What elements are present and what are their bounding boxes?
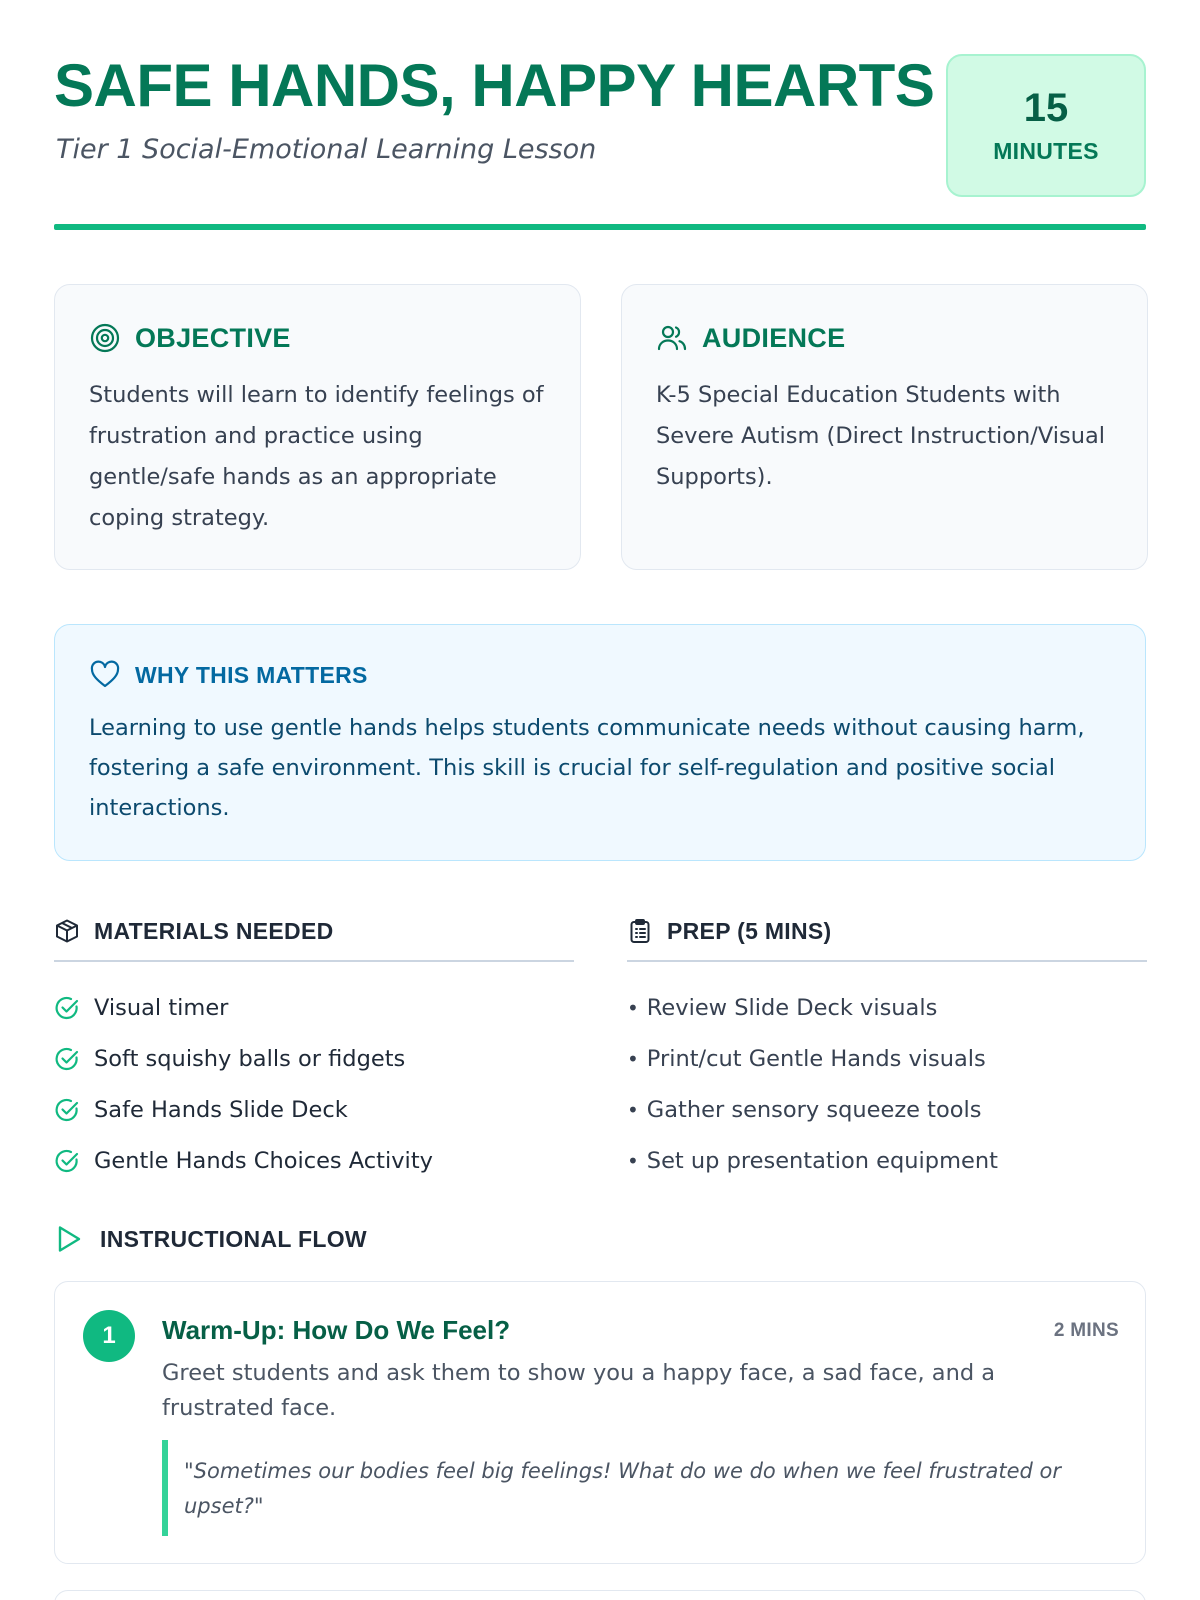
list-item xyxy=(627,982,1147,1033)
objective-card xyxy=(54,284,581,570)
audience-title: AUDIENCE xyxy=(702,322,846,353)
materials-section xyxy=(54,914,574,1186)
heart-icon xyxy=(89,659,121,691)
bullet-icon: • xyxy=(627,1097,639,1122)
duration-unit: MINUTES xyxy=(993,138,1099,164)
prep-list xyxy=(627,982,1147,1186)
materials-list xyxy=(54,982,574,1186)
prep-label: Set up presentation equipment xyxy=(646,1147,998,1174)
prep-section xyxy=(627,914,1147,1186)
objective-title: OBJECTIVE xyxy=(135,322,291,353)
material-label: Gentle Hands Choices Activity xyxy=(94,1147,433,1174)
target-icon xyxy=(89,322,121,354)
step-title: Warm-Up: How Do We Feel? xyxy=(162,1315,511,1345)
bullet-icon: • xyxy=(627,1046,639,1071)
users-icon xyxy=(656,322,688,354)
step-duration: 2 MINS xyxy=(1053,1320,1119,1341)
step-number-badge: 1 xyxy=(83,1310,135,1362)
flow-step-card-next xyxy=(54,1590,1146,1600)
list-item xyxy=(54,1135,574,1186)
material-label: Soft squishy balls or fidgets xyxy=(94,1045,406,1072)
clipboard-icon xyxy=(627,918,653,944)
instructional-flow-header xyxy=(54,1222,367,1256)
check-circle-icon xyxy=(54,1097,80,1123)
list-item xyxy=(627,1033,1147,1084)
why-title: WHY THIS MATTERS xyxy=(135,661,368,688)
step-script-quote: "Sometimes our bodies feel big feelings! What do we do when we feel frustrated or upset?" xyxy=(162,1440,1112,1536)
duration-value: 15 xyxy=(1023,86,1069,130)
check-circle-icon xyxy=(54,1046,80,1072)
lesson-header xyxy=(54,54,1146,230)
instructional-flow-title: INSTRUCTIONAL FLOW xyxy=(100,1225,367,1252)
why-this-matters-panel xyxy=(54,624,1146,861)
flow-step-card xyxy=(54,1281,1146,1564)
material-label: Safe Hands Slide Deck xyxy=(94,1096,348,1123)
play-icon xyxy=(54,1224,84,1254)
why-text: Learning to use gentle hands helps students communicate needs without causing harm, fostering a safe environment. This skill is crucial for self-regulation and positive social interactions. xyxy=(89,715,1085,821)
list-item xyxy=(54,1084,574,1135)
bullet-icon: • xyxy=(627,995,639,1020)
prep-label: Print/cut Gentle Hands visuals xyxy=(646,1045,986,1072)
prep-title: PREP (5 MINS) xyxy=(667,917,832,944)
list-item xyxy=(54,1033,574,1084)
list-item xyxy=(627,1084,1147,1135)
objective-text: Students will learn to identify feelings of frustration and practice using gentle/safe hands as an appropriate coping strategy. xyxy=(89,382,544,531)
audience-card xyxy=(621,284,1148,570)
materials-title: MATERIALS NEEDED xyxy=(94,917,334,944)
header-divider xyxy=(54,224,1146,230)
check-circle-icon xyxy=(54,1148,80,1174)
check-circle-icon xyxy=(54,995,80,1021)
box-icon xyxy=(54,918,80,944)
page-subtitle: Tier 1 Social-Emotional Learning Lesson xyxy=(56,134,597,165)
list-item xyxy=(627,1135,1147,1186)
prep-label: Gather sensory squeeze tools xyxy=(646,1096,982,1123)
page-title: SAFE HANDS, HAPPY HEARTS xyxy=(54,52,935,119)
list-item xyxy=(54,982,574,1033)
duration-badge xyxy=(946,54,1146,197)
material-label: Visual timer xyxy=(94,994,229,1021)
step-description: Greet students and ask them to show you a happy face, a sad face, and a frustrated face. xyxy=(162,1360,996,1421)
prep-label: Review Slide Deck visuals xyxy=(646,994,938,1021)
audience-text: K-5 Special Education Students with Severe Autism (Direct Instruction/Visual Supports). xyxy=(656,382,1106,490)
bullet-icon: • xyxy=(627,1148,639,1173)
